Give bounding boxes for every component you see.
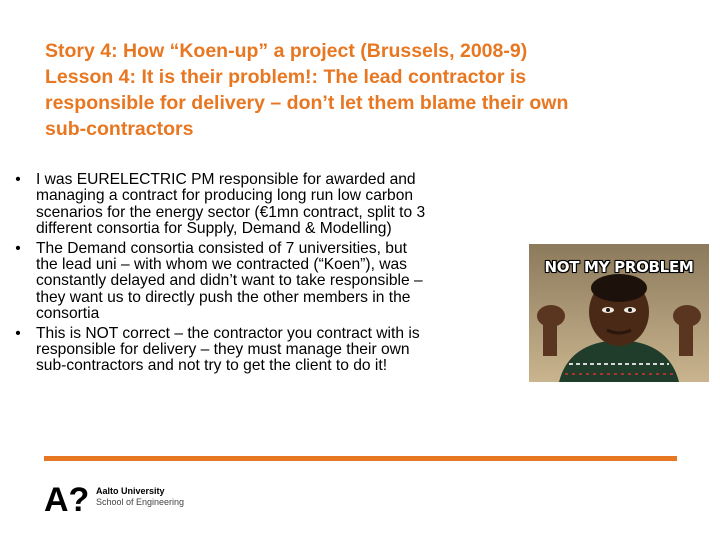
aalto-logo-icon: [44, 481, 90, 515]
title-line: responsible for delivery – don’t let them blame their own: [45, 92, 569, 114]
divider-line: [44, 456, 677, 461]
bullet-item: [12, 241, 517, 323]
bullet-item: [12, 172, 517, 238]
bullet-text: This is NOT correct – the contractor you contract with is responsible for delivery – they must manage their own sub-contractors and not try to get the client to do it!: [36, 324, 420, 375]
meme-caption: NOT MY PROBLEM: [544, 258, 694, 276]
meme-image: [529, 244, 709, 382]
bullet-marker: •: [15, 171, 21, 188]
title-line: sub-contractors: [45, 118, 194, 140]
bullet-marker: •: [15, 324, 21, 342]
bullet-item: [12, 326, 517, 375]
university-name: Aalto University: [96, 486, 165, 496]
bullet-text: The Demand consortia consisted of 7 universities, but the lead uni – with whom we contracted (“Koen”), was constantly delayed and didn’t want to take responsible – they want us to directly push the other members in the consortia: [36, 239, 423, 323]
slide-title: [45, 38, 705, 142]
bullet-marker: •: [15, 239, 21, 257]
logo-mark-text: A?: [44, 481, 90, 515]
title-line: Story 4: How “Koen-up” a project (Brussels, 2008-9): [45, 40, 528, 62]
bullet-list: [12, 172, 517, 375]
bullet-text: I was EURELECTRIC PM responsible for awarded and managing a contract for producing long run low carbon scenarios for the energy sector (€1mn contract, split to 3 different consortia for Supply, Demand & Modelling): [36, 171, 426, 238]
logo-text: [96, 486, 184, 508]
school-name: School of Engineering: [96, 497, 185, 507]
title-line: Lesson 4: It is their problem!: The lead contractor is: [45, 66, 527, 88]
